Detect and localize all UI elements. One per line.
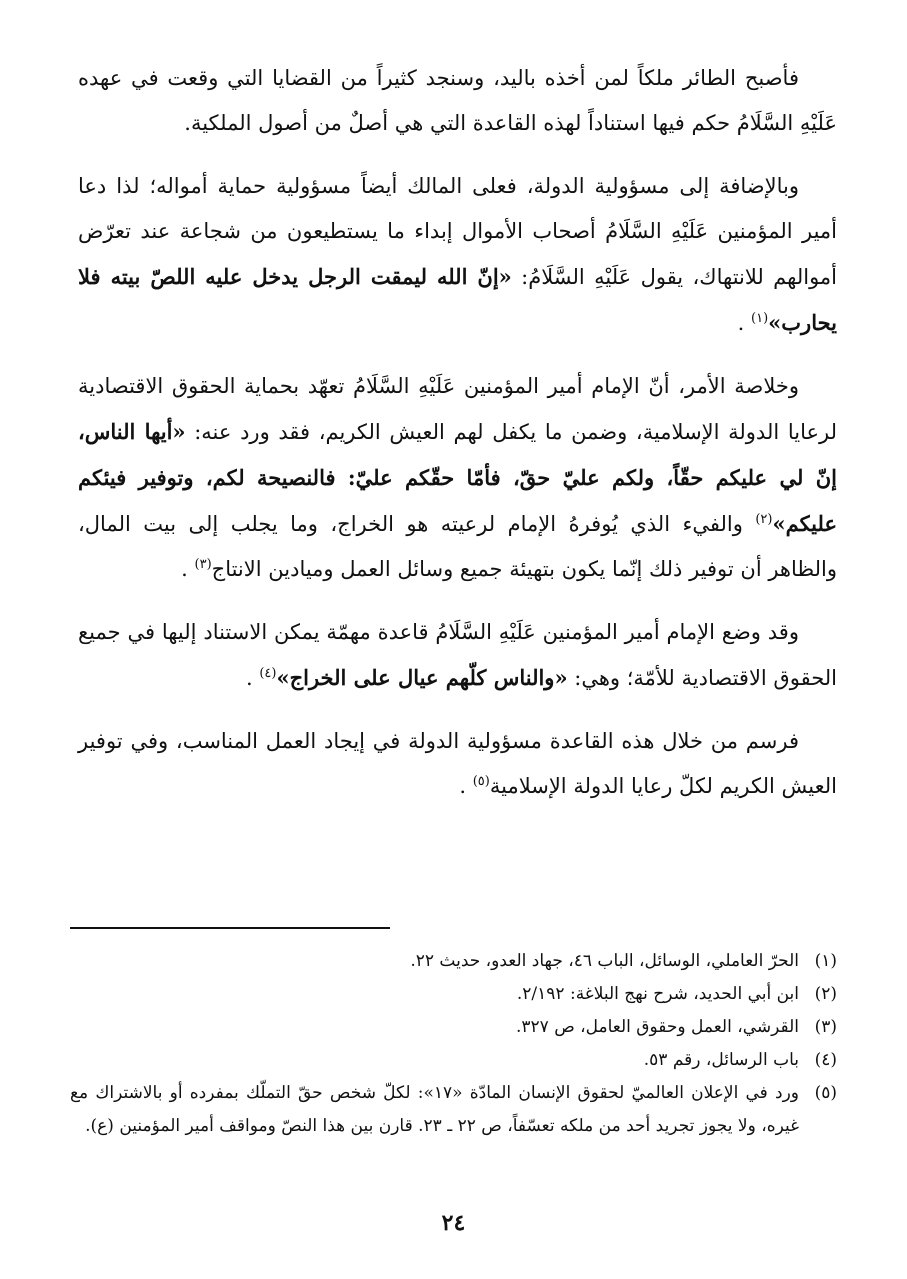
footnote-ref: (٥): [472, 774, 490, 789]
footnote: [70, 1077, 837, 1143]
paragraph: [78, 164, 837, 346]
footnote: [70, 978, 837, 1011]
footnote-ref: (١): [751, 311, 769, 326]
quote-text: «والناس كلّهم عيال على الخراج»: [276, 665, 568, 690]
footnote-number: (١): [814, 951, 837, 971]
footnote-text: باب الرسائل، رقم ٥٣.: [643, 1050, 799, 1070]
footnote-text: ابن أبي الحديد، شرح نهج البلاغة: ٢/١٩٢.: [516, 984, 799, 1004]
footnote-number: (٢): [814, 984, 837, 1004]
footnote-text: الحرّ العاملي، الوسائل، الباب ٤٦، جهاد العدو، حديث ٢٢.: [410, 951, 799, 971]
footnote-number: (٥): [814, 1083, 837, 1103]
page-number: ٢٤: [441, 1210, 466, 1236]
paragraph-text: فرسم من خلال هذه القاعدة مسؤولية الدولة في إيجاد العمل المناسب، وفي توفير العيش الكريم لكلّ رعايا الدولة الإسلامية: [78, 729, 837, 798]
quote-text: «أيها الناس، إنّ لي عليكم حقّاً، ولكم عليّ حقّ، فأمّا حقّكم عليّ: فالنصيحة لكم، وتوفير فيئكم عليكم»: [78, 419, 837, 536]
paragraph-text: والفيء الذي يُوفرهُ الإمام لرعيته هو الخراج، وما يجلب إلى بيت المال، والظاهر أن توفير ذلك إنّما يكون بتهيئة جميع وسائل العمل وميادين الانتاج: [78, 512, 837, 581]
footnote-text: ورد في الإعلان العالميّ لحقوق الإنسان المادّة «١٧»: لكلّ شخص حقّ التملّك بمفرده أو بالاشتراك مع غيره، ولا يجوز تجريد أحد من ملكه تعسّفاً، ص ٢٢ ـ ٢٣. قارن بين هذا النصّ ومواقف أمير المؤمنين (ع).: [70, 1083, 799, 1136]
footnote-ref: (٤): [259, 666, 277, 681]
footnote: [70, 1011, 837, 1044]
paragraph: [78, 56, 837, 146]
footnote-number: (٣): [814, 1017, 837, 1037]
paragraph-text: .: [245, 666, 260, 690]
footnote-ref: (٣): [194, 557, 212, 572]
footnote-text: القرشي، العمل وحقوق العامل، ص ٣٢٧.: [515, 1017, 799, 1037]
quote-text: «إنّ الله ليمقت الرجل يدخل عليه اللصّ بيته فلا يحارب»: [78, 264, 837, 335]
footnotes: [70, 945, 837, 1143]
paragraph-text: وبالإضافة إلى مسؤولية الدولة، فعلى المالك أيضاً مسؤولية حماية أمواله؛ لذا دعا أمير المؤمنين عَلَيْهِ السَّلَامُ أصحاب الأموال إبداء ما يستطيعون من شجاعة عند تعرّض أموالهم للانتهاك، يقول عَلَيْهِ السَّلَامُ:: [78, 174, 837, 289]
paragraph-text: وخلاصة الأمر، أنّ الإمام أمير المؤمنين عَلَيْهِ السَّلَامُ تعهّد بحماية الحقوق الاقتصادية لرعايا الدولة الإسلامية، وضمن ما يكفل لهم العيش الكريم، فقد ورد عنه:: [78, 374, 837, 444]
paragraph-text: .: [181, 557, 195, 581]
body-text: [78, 56, 837, 827]
paragraph-text: فأصبح الطائر ملكاً لمن أخذه باليد، وسنجد كثيراً من القضايا التي وقعت في عهده عَلَيْهِ السَّلَامُ حكم فيها استناداً لهذه القاعدة التي هي أصلٌ من أصول الملكية.: [78, 66, 837, 135]
paragraph-text: وقد وضع الإمام أمير المؤمنين عَلَيْهِ السَّلَامُ قاعدة مهمّة يمكن الاستناد إليها في جميع الحقوق الاقتصادية للأمّة؛ وهي:: [78, 620, 837, 690]
footnote-number: (٤): [814, 1050, 837, 1070]
paragraph: [78, 610, 837, 701]
paragraph: [78, 364, 837, 592]
footnote: [70, 1044, 837, 1077]
footnote-ref: (٢): [755, 512, 773, 527]
footnote-separator: [70, 927, 390, 929]
paragraph-text: .: [737, 311, 752, 335]
paragraph-text: .: [459, 774, 473, 798]
paragraph: [78, 719, 837, 809]
footnote: [70, 945, 837, 978]
